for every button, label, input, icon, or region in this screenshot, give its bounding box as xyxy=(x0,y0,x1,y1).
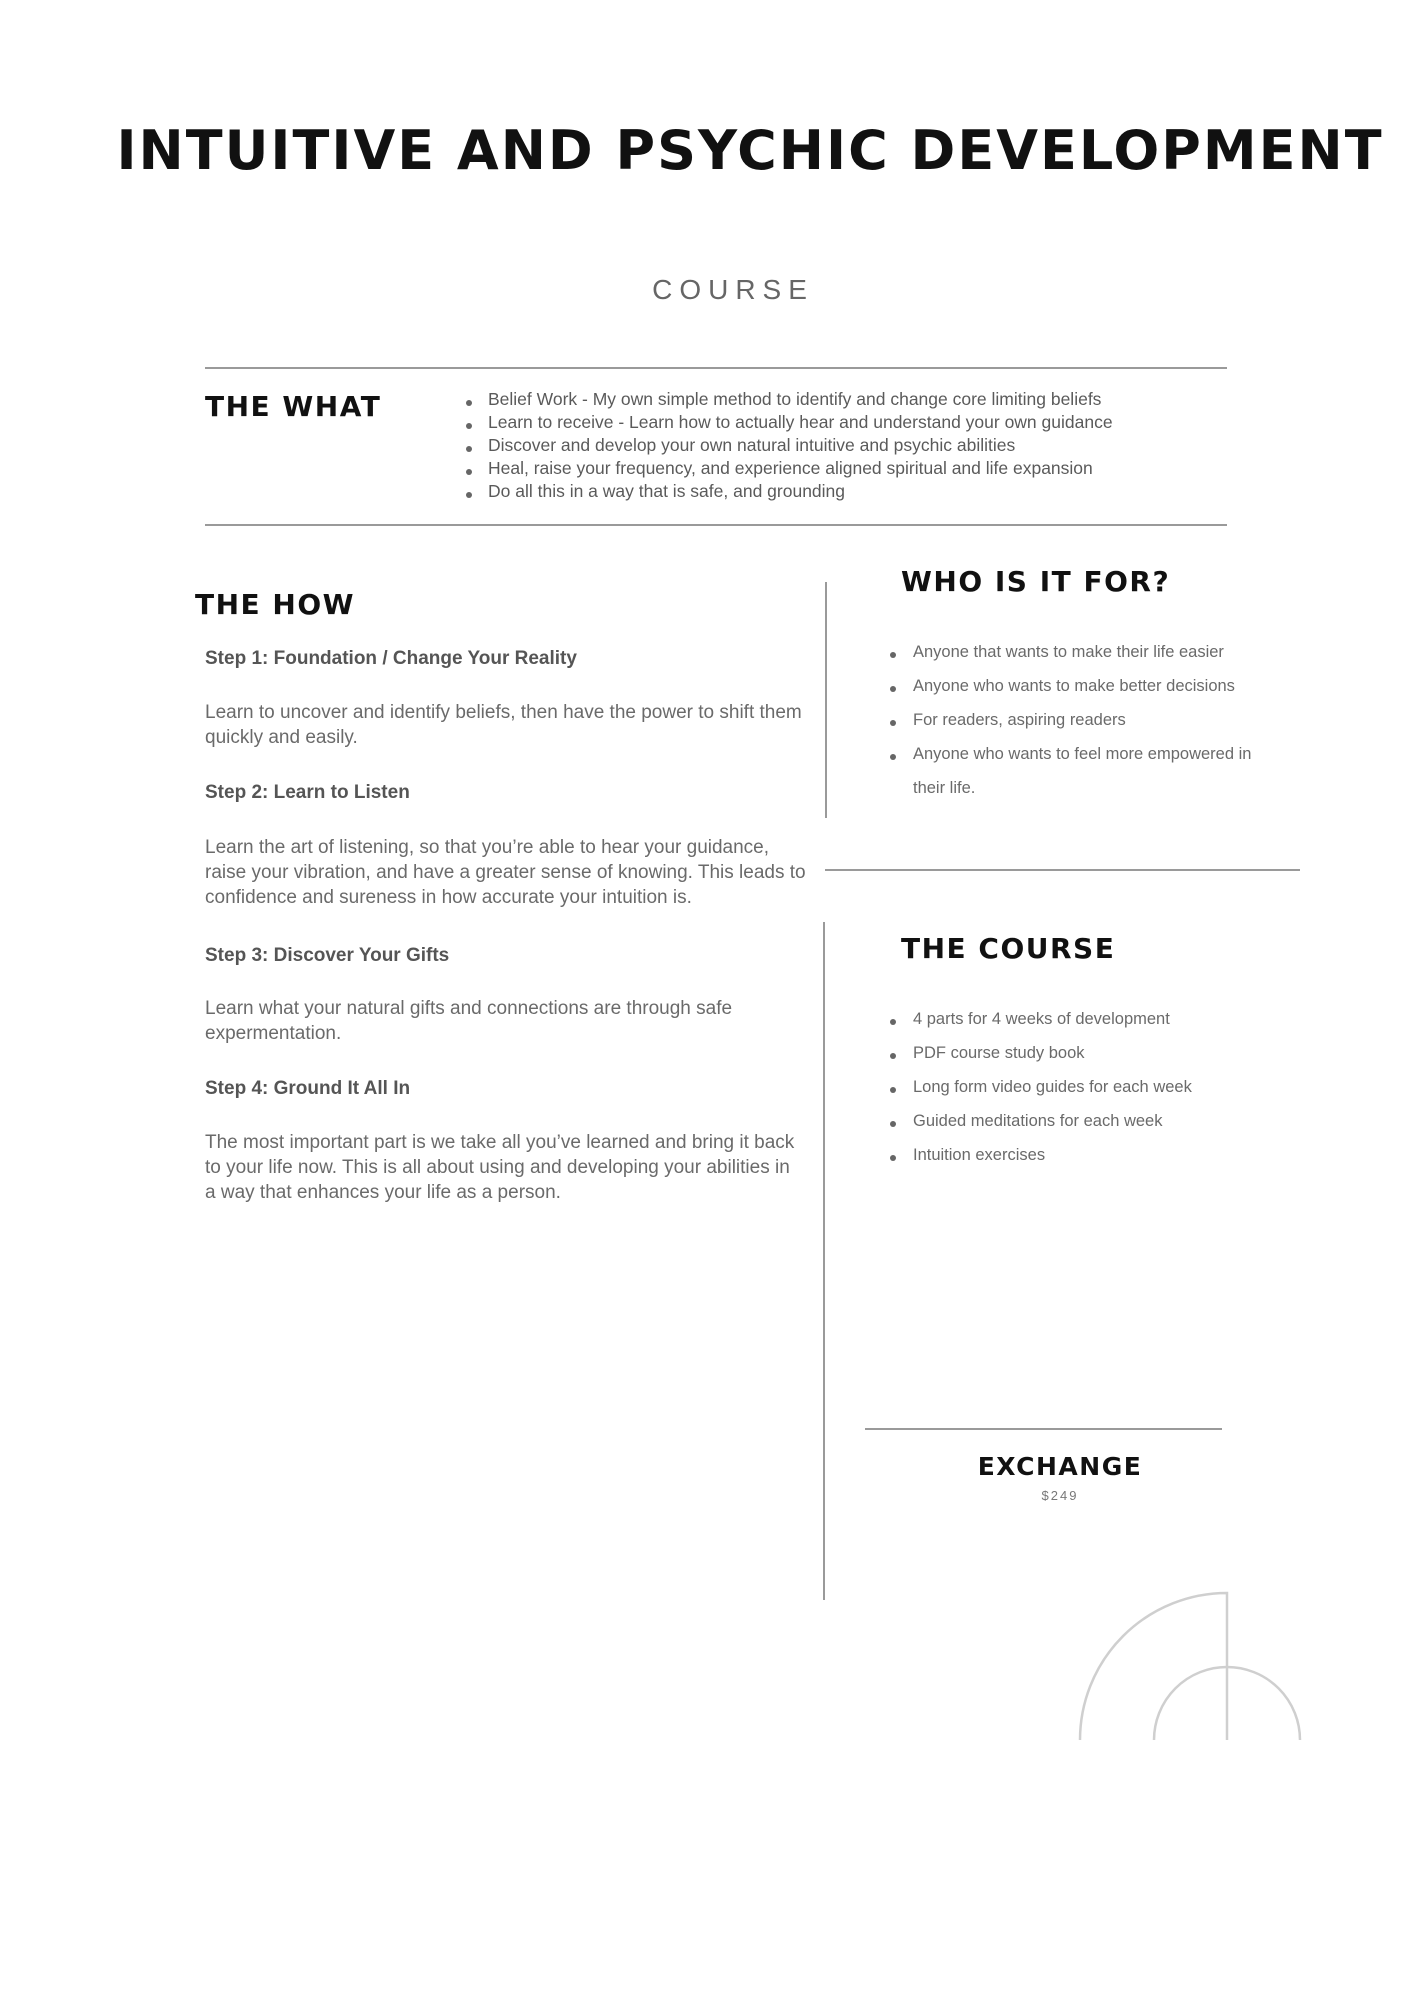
vertical-divider-top xyxy=(825,582,827,818)
exchange-heading: EXCHANGE xyxy=(977,1452,1143,1481)
step-4-body: The most important part is we take all you’ve learned and bring it back to your life now. This is all about using and developing your abilities in a way that enhances your life as a person. xyxy=(205,1132,795,1203)
what-list xyxy=(463,388,1223,503)
exchange-divider xyxy=(865,1428,1222,1430)
step-1-title: Step 1: Foundation / Change Your Reality xyxy=(205,648,577,669)
what-item: Learn to receive - Learn how to actually hear and understand your own guidance xyxy=(463,411,1223,434)
course-list xyxy=(888,1002,1268,1172)
step-2-title: Step 2: Learn to Listen xyxy=(205,782,410,803)
what-item: Discover and develop your own natural intuitive and psychic abilities xyxy=(463,434,1223,457)
who-item: For readers, aspiring readers xyxy=(888,703,1268,737)
what-item: Heal, raise your frequency, and experience aligned spiritual and life expansion xyxy=(463,457,1223,480)
step-3-title: Step 3: Discover Your Gifts xyxy=(205,945,450,966)
large-arc xyxy=(1080,1593,1227,1740)
step-2-body: Learn the art of listening, so that you’re able to hear your guidance, raise your vibration, and have a greater sense of knowing. This leads to confidence and sureness in how accurate your intuition is. xyxy=(205,837,806,908)
what-item: Do all this in a way that is safe, and grounding xyxy=(463,480,1223,503)
decorative-arcs xyxy=(1070,1585,1310,1745)
right-divider xyxy=(825,869,1300,871)
course-item: Long form video guides for each week xyxy=(888,1070,1268,1104)
what-heading: THE WHAT xyxy=(205,390,382,423)
how-heading: THE HOW xyxy=(195,588,356,621)
who-item: Anyone who wants to feel more empowered in their life. xyxy=(888,737,1268,805)
vertical-divider-bottom xyxy=(823,922,825,1600)
what-top-divider xyxy=(205,367,1227,369)
course-item: PDF course study book xyxy=(888,1036,1268,1070)
who-item: Anyone who wants to make better decisions xyxy=(888,669,1268,703)
step-1-body: Learn to uncover and identify beliefs, then have the power to shift them quickly and easily. xyxy=(205,702,802,748)
who-heading: WHO IS IT FOR? xyxy=(901,565,1171,598)
course-heading: THE COURSE xyxy=(901,932,1116,965)
page-subtitle: COURSE xyxy=(652,274,814,305)
exchange-price: $249 xyxy=(1041,1488,1079,1503)
what-item: Belief Work - My own simple method to identify and change core limiting beliefs xyxy=(463,388,1223,411)
course-item: Guided meditations for each week xyxy=(888,1104,1268,1138)
course-item: 4 parts for 4 weeks of development xyxy=(888,1002,1268,1036)
who-list xyxy=(888,635,1268,805)
what-bottom-divider xyxy=(205,524,1227,526)
step-3-body: Learn what your natural gifts and connections are through safe expermentation. xyxy=(205,998,733,1044)
step-4-title: Step 4: Ground It All In xyxy=(205,1078,411,1099)
who-item: Anyone that wants to make their life easier xyxy=(888,635,1268,669)
page-title: INTUITIVE AND PSYCHIC DEVELOPMENT xyxy=(116,119,1384,182)
course-item: Intuition exercises xyxy=(888,1138,1268,1172)
